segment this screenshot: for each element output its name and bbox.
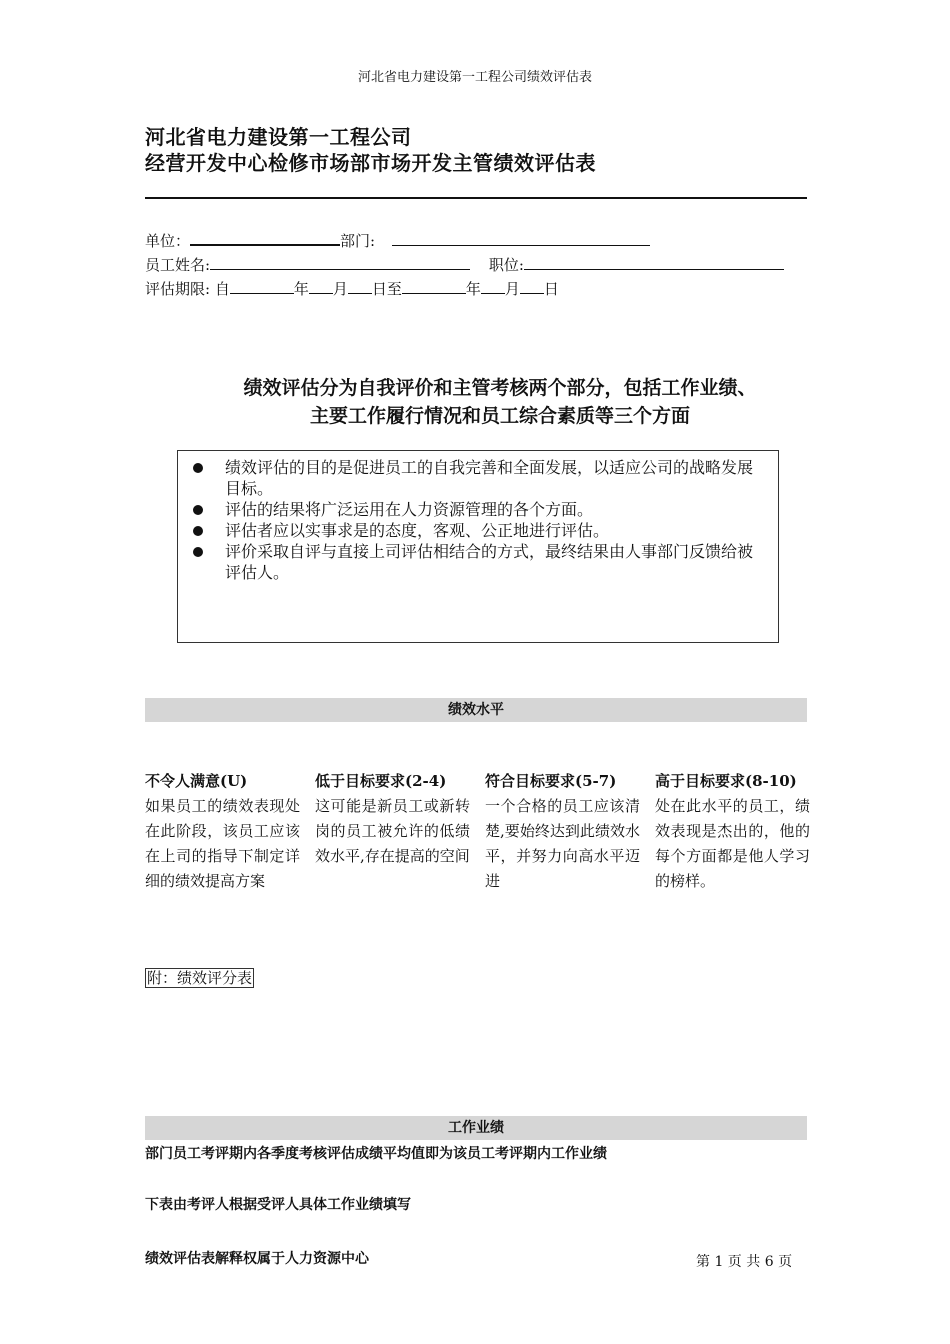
work-performance-note: 部门员工考评期内各季度考核评估成绩平均值即为该员工考评期内工作业绩 bbox=[145, 1146, 607, 1162]
appendix-link[interactable]: 附：绩效评分表 bbox=[147, 969, 253, 987]
performance-level-heading: 绩效水平 bbox=[145, 698, 807, 722]
bullet-icon bbox=[193, 505, 203, 515]
start-day-field[interactable] bbox=[348, 278, 372, 294]
list-item: 评估的结果将广泛运用在人力资源管理的各个方面。 bbox=[178, 499, 778, 520]
level-title: 符合目标要求(5-7) bbox=[485, 772, 617, 790]
level-desc: 这可能是新员工或新转岗的员工被允许的低绩效水平,存在提高的空间 bbox=[315, 797, 470, 865]
position-field[interactable] bbox=[524, 254, 784, 270]
level-title: 高于目标要求(8-10) bbox=[655, 772, 797, 790]
company-title: 河北省电力建设第一工程公司 bbox=[145, 125, 412, 149]
start-month-label: 月 bbox=[332, 280, 348, 298]
list-item: 评价采取自评与直接上司评估相结合的方式，最终结果由人事部门反馈给被评估人。 bbox=[178, 541, 778, 583]
name-position-row bbox=[145, 254, 784, 275]
list-item: 绩效评估的目的是促进员工的自我完善和全面发展，以适应公司的战略发展目标。 bbox=[178, 457, 778, 499]
end-month-field[interactable] bbox=[481, 278, 505, 294]
running-header: 河北省电力建设第一工程公司绩效评估表 bbox=[357, 70, 592, 85]
level-meets-target bbox=[485, 770, 640, 894]
dept-label: 部门: bbox=[340, 232, 376, 250]
table-instruction: 下表由考评人根据受评人具体工作业绩填写 bbox=[145, 1197, 411, 1213]
unit-dept-row bbox=[145, 229, 650, 251]
intro-line-2: 主要工作履行情况和员工综合素质等三个方面 bbox=[309, 405, 690, 427]
intro-line-1: 绩效评估分为自我评价和主管考核两个部分，包括工作业绩、 bbox=[243, 377, 757, 399]
bullet-icon bbox=[193, 547, 203, 557]
intro-heading bbox=[170, 374, 830, 430]
end-year-field[interactable] bbox=[402, 278, 466, 294]
dept-field[interactable] bbox=[392, 230, 650, 246]
start-month-field[interactable] bbox=[309, 278, 333, 294]
bullet-icon bbox=[193, 463, 203, 473]
notice-list bbox=[178, 451, 778, 583]
period-row bbox=[145, 278, 559, 299]
list-item: 评估者应以实事求是的态度，客观、公正地进行评估。 bbox=[178, 520, 778, 541]
level-above-target bbox=[655, 770, 810, 894]
notice-box bbox=[177, 450, 779, 643]
footer-note: 绩效评估表解释权属于人力资源中心 bbox=[145, 1251, 369, 1267]
end-year-label: 年 bbox=[465, 280, 481, 298]
level-title: 不令人满意(U) bbox=[145, 772, 248, 790]
level-desc: 如果员工的绩效表现处在此阶段，该员工应该在上司的指导下制定详细的绩效提高方案 bbox=[145, 797, 300, 890]
position-label: 职位: bbox=[488, 256, 524, 274]
level-title: 低于目标要求(2-4) bbox=[315, 772, 447, 790]
level-desc: 处在此水平的员工，绩效表现是杰出的，他的每个方面都是他人学习的榜样。 bbox=[655, 797, 810, 890]
bullet-icon bbox=[193, 526, 203, 536]
name-label: 员工姓名: bbox=[145, 256, 211, 274]
end-month-label: 月 bbox=[504, 280, 520, 298]
period-label: 评估期限: 自 bbox=[145, 280, 230, 298]
unit-field[interactable] bbox=[190, 229, 340, 246]
work-performance-heading: 工作业绩 bbox=[145, 1116, 807, 1140]
level-unsatisfactory bbox=[145, 770, 300, 894]
name-field[interactable] bbox=[210, 254, 470, 270]
title-divider bbox=[145, 197, 807, 199]
day-to-label: 日至 bbox=[371, 280, 402, 298]
unit-label: 单位： bbox=[145, 232, 191, 250]
form-title: 经营开发中心检修市场部市场开发主管绩效评估表 bbox=[145, 151, 596, 175]
page-number: 第 1 页 共 6 页 bbox=[696, 1254, 793, 1270]
end-day-field[interactable] bbox=[520, 278, 544, 294]
start-year-label: 年 bbox=[293, 280, 309, 298]
start-year-field[interactable] bbox=[230, 278, 294, 294]
end-day-label: 日 bbox=[543, 280, 559, 298]
level-below-target bbox=[315, 770, 470, 869]
level-desc: 一个合格的员工应该清楚,要始终达到此绩效水平，并努力向高水平迈进 bbox=[485, 797, 640, 890]
